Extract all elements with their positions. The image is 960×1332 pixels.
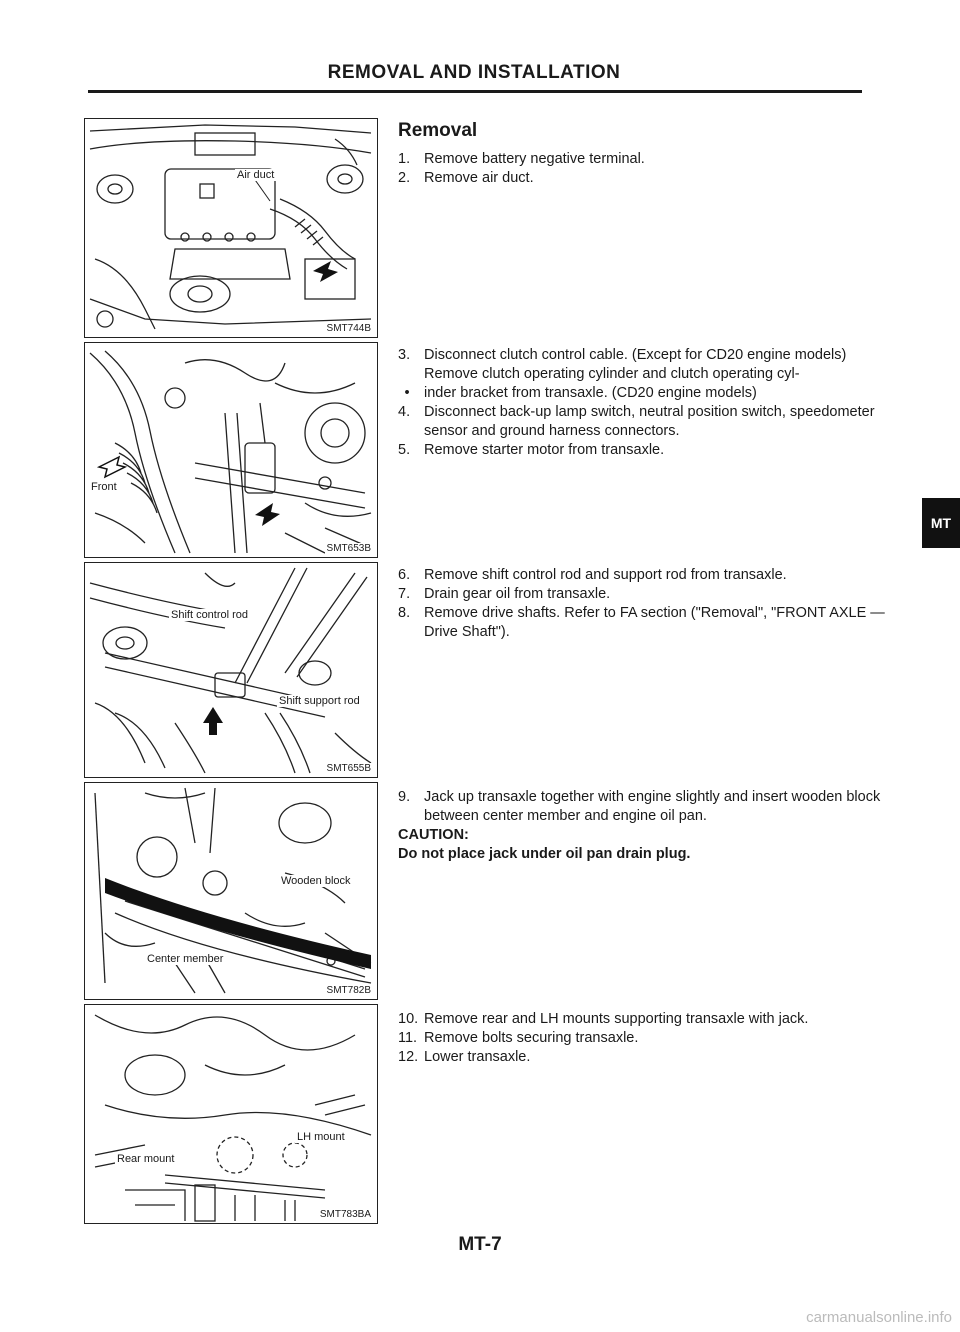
step-block-2 (398, 346, 898, 460)
step-item (398, 604, 898, 642)
figure-code: SMT782B (326, 985, 371, 996)
step-text: Remove air duct. (424, 170, 534, 186)
step-text: Remove rear and LH mounts supporting transaxle with jack. (424, 1011, 809, 1027)
step-text: Remove clutch operating cylinder and clutch operating cyl- (424, 366, 800, 382)
section-tab: MT (922, 498, 960, 548)
step-text: Remove drive shafts. Refer to FA section ("Removal", "FRONT AXLE — Drive Shaft"). (424, 605, 885, 640)
page-number: MT-7 (458, 1234, 502, 1255)
engine-bay-illustration (85, 119, 377, 337)
step-number: 9. (398, 789, 411, 805)
step-text: inder bracket from transaxle. (CD20 engine models) (424, 385, 757, 401)
page-header: REMOVAL AND INSTALLATION (327, 62, 621, 83)
step-text: Remove bolts securing transaxle. (424, 1030, 639, 1046)
step-item (398, 403, 898, 441)
step-number: 4. (398, 404, 411, 420)
label-front: Front (91, 481, 117, 493)
figure-wooden-block (84, 782, 378, 1000)
label-center-member: Center member (147, 953, 224, 965)
label-air-duct: Air duct (237, 169, 275, 181)
step-item (398, 1010, 898, 1029)
label-shift-control-rod: Shift control rod (171, 609, 249, 621)
figure-clutch-cable (84, 342, 378, 558)
label-wooden-block: Wooden block (281, 875, 351, 887)
figure-code: SMT783BA (319, 1209, 371, 1220)
section-title: Removal (398, 120, 478, 141)
step-number: 11. (398, 1030, 418, 1046)
figure-mounts (84, 1004, 378, 1224)
step-number: 10. (398, 1011, 419, 1027)
step-item (398, 788, 898, 826)
step-block-5 (398, 1010, 898, 1067)
step-number (398, 365, 424, 384)
step-item (398, 1029, 898, 1048)
shift-rod-illustration (85, 563, 377, 777)
step-item (398, 365, 898, 384)
step-text: Jack up transaxle together with engine slightly and insert wooden block between center member and engine oil pan. (424, 789, 881, 824)
step-item (398, 169, 898, 188)
step-text: Disconnect clutch control cable. (Except for CD20 engine models) (424, 347, 847, 363)
step-number: 5. (398, 442, 411, 458)
step-bullet: • (404, 385, 410, 401)
step-item (398, 566, 898, 585)
step-number: 2. (398, 170, 411, 186)
step-item (398, 441, 898, 460)
watermark: carmanualsonline.info (806, 1309, 952, 1326)
step-item (398, 150, 898, 169)
step-block-4 (398, 788, 898, 864)
figure-code: SMT655B (326, 763, 371, 774)
step-text: Remove starter motor from transaxle. (424, 442, 665, 458)
caution-text: Do not place jack under oil pan drain plug. (398, 846, 691, 862)
figure-code: SMT653B (326, 543, 371, 554)
step-item (398, 384, 898, 403)
step-text: Disconnect back-up lamp switch, neutral position switch, speedometer sensor and ground harness connectors. (424, 404, 875, 439)
caution-label: CAUTION: (398, 827, 469, 843)
figure-shift-rods (84, 562, 378, 778)
header-rule (88, 90, 862, 93)
step-block-1 (398, 150, 898, 188)
step-text: Remove battery negative terminal. (424, 151, 645, 167)
center-member-illustration (85, 783, 377, 999)
label-rear-mount: Rear mount (117, 1153, 175, 1165)
label-lh-mount: LH mount (297, 1131, 345, 1143)
step-number: 7. (398, 586, 411, 602)
mounts-illustration (85, 1005, 377, 1223)
transaxle-illustration (85, 343, 377, 557)
step-text: Remove shift control rod and support rod from transaxle. (424, 567, 787, 583)
step-number: 3. (398, 347, 411, 363)
figure-air-duct (84, 118, 378, 338)
step-number: 1. (398, 151, 411, 167)
figure-code: SMT744B (326, 323, 371, 334)
step-number: 6. (398, 567, 411, 583)
step-text: Lower transaxle. (424, 1049, 531, 1065)
step-number: 8. (398, 605, 411, 621)
step-item (398, 1048, 898, 1067)
step-block-3 (398, 566, 898, 642)
step-item (398, 585, 898, 604)
step-number: 12. (398, 1049, 419, 1065)
step-text: Drain gear oil from transaxle. (424, 586, 611, 602)
label-shift-support-rod: Shift support rod (279, 695, 360, 707)
step-item (398, 346, 898, 365)
